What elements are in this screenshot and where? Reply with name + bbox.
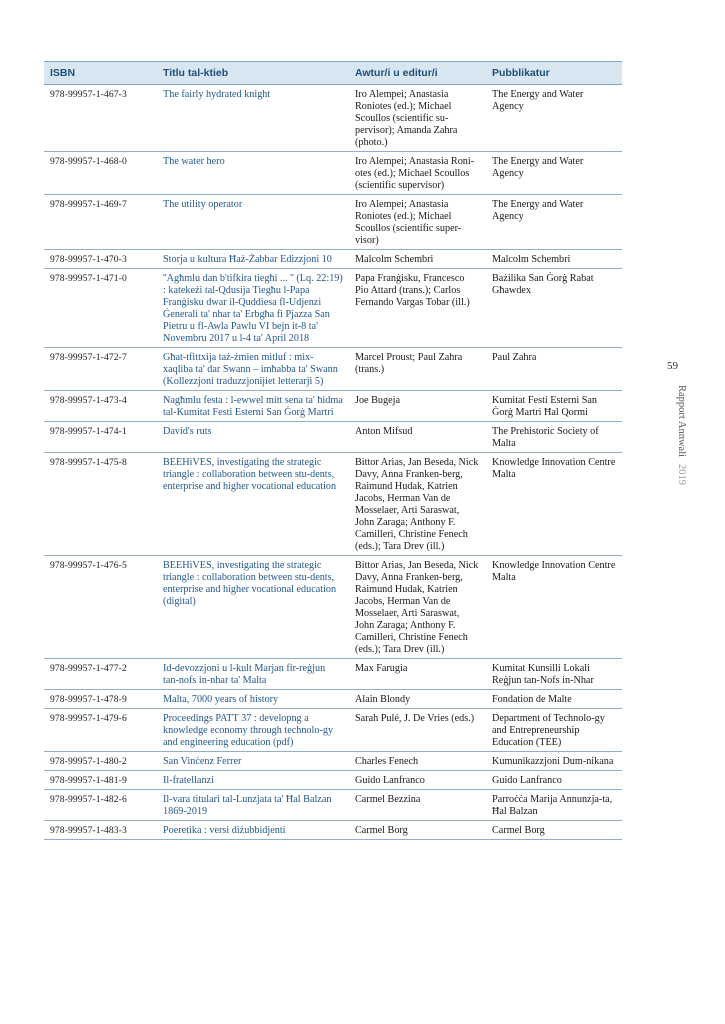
authors-cell: Malcolm Schembri (349, 250, 486, 269)
table-row (44, 790, 622, 821)
table-row (44, 391, 622, 422)
authors-cell: Max Farugia (349, 659, 486, 690)
isbn-cell: 978-99957-1-475-8 (44, 453, 157, 556)
authors-cell: Carmel Bezzina (349, 790, 486, 821)
report-title (676, 385, 687, 485)
publisher-cell: Carmel Borg (486, 821, 622, 840)
publisher-cell: Guido Lanfranco (486, 771, 622, 790)
table-body (44, 85, 622, 840)
table-row (44, 752, 622, 771)
title-cell: Il-vara titulari tal-Lunzjata ta' Ħal Balzan 1869-2019 (157, 790, 349, 821)
title-cell: BEEHiVES, investigating the strategic triangle : collaboration between stu-dents, enterprise and higher vocational education (157, 453, 349, 556)
publisher-cell: Knowledge Innovation Centre Malta (486, 453, 622, 556)
title-cell: Poeretika : versi diżubbidjenti (157, 821, 349, 840)
isbn-cell: 978-99957-1-476-5 (44, 556, 157, 659)
header-title: Titlu tal-ktieb (157, 62, 349, 85)
table-row (44, 269, 622, 348)
title-cell: Nagħmlu festa : l-ewwel mitt sena ta' ħidma tal-Kumitat Festi Esterni San Ġorġ Martri (157, 391, 349, 422)
authors-cell: Guido Lanfranco (349, 771, 486, 790)
authors-cell: Iro Alempei; Anastasia Roniotes (ed.); Michael Scoullos (scientific su-pervisor); Amanda Zahra (photo.) (349, 85, 486, 152)
header-authors: Awtur/i u editur/i (349, 62, 486, 85)
table-header (44, 62, 622, 85)
table-row (44, 195, 622, 250)
table-row (44, 85, 622, 152)
publisher-cell: Kumunikazzjoni Dum-nikana (486, 752, 622, 771)
table-row (44, 659, 622, 690)
publisher-cell: Bażilika San Ġorġ Rabat Għawdex (486, 269, 622, 348)
table-row (44, 556, 622, 659)
publisher-cell: Kumitat Festi Esterni San Ġorġ Martri Ħal Qormi (486, 391, 622, 422)
title-cell: Storja u kultura Ħaż-Żabbar Edizzjoni 10 (157, 250, 349, 269)
table-row (44, 709, 622, 752)
isbn-cell: 978-99957-1-473-4 (44, 391, 157, 422)
authors-cell: Alain Blondy (349, 690, 486, 709)
table-row (44, 771, 622, 790)
isbn-cell: 978-99957-1-470-3 (44, 250, 157, 269)
isbn-table (44, 61, 622, 840)
authors-cell: Joe Bugeja (349, 391, 486, 422)
isbn-cell: 978-99957-1-474-1 (44, 422, 157, 453)
table-row (44, 690, 622, 709)
isbn-cell: 978-99957-1-482-6 (44, 790, 157, 821)
authors-cell: Bittor Arias, Jan Beseda, Nick Davy, Anna Franken-berg, Raimund Hudak, Katrien Jacobs, Herman Van de Mosselaer, Arti Saraswat, John Zaraga; Anthony F. Camilleri, Christine Fenech (eds.); Tara Drev (ill.) (349, 453, 486, 556)
title-cell: The water hero (157, 152, 349, 195)
isbn-cell: 978-99957-1-467-3 (44, 85, 157, 152)
isbn-cell: 978-99957-1-481-9 (44, 771, 157, 790)
table-row (44, 422, 622, 453)
authors-cell: Charles Fenech (349, 752, 486, 771)
title-cell: David's ruts (157, 422, 349, 453)
authors-cell: Bittor Arias, Jan Beseda, Nick Davy, Anna Franken-berg, Raimund Hudak, Katrien Jacobs, Herman Van de Mosselaer, Arti Saraswat, John Zaraga; Anthony F. Camilleri, Christine Fenech (eds.); Tara Drev (ill.) (349, 556, 486, 659)
isbn-cell: 978-99957-1-483-3 (44, 821, 157, 840)
title-cell: Proceedings PATT 37 : developng a knowledge economy through technolo-gy and engineering education (pdf) (157, 709, 349, 752)
publisher-cell: The Energy and Water Agency (486, 152, 622, 195)
publisher-cell: Knowledge Innovation Centre Malta (486, 556, 622, 659)
isbn-cell: 978-99957-1-478-9 (44, 690, 157, 709)
table-row (44, 453, 622, 556)
title-cell: San Vinċenz Ferrer (157, 752, 349, 771)
isbn-cell: 978-99957-1-480-2 (44, 752, 157, 771)
publisher-cell: Fondation de Malte (486, 690, 622, 709)
table-row (44, 821, 622, 840)
isbn-cell: 978-99957-1-479-6 (44, 709, 157, 752)
title-cell: BEEHiVES, investigating the strategic triangle : collaboration between stu-dents, enterprise and higher vocational education (digital) (157, 556, 349, 659)
isbn-cell: 978-99957-1-472-7 (44, 348, 157, 391)
title-cell: The fairly hydrated knight (157, 85, 349, 152)
title-cell: Għat-tfittxija taż-żmien mitluf : mix-xaqliba ta' dar Swann – imħabba ta' Swann (Kollezzjoni traduzzjonijiet letterarji 5) (157, 348, 349, 391)
publisher-cell: The Prehistoric Society of Malta (486, 422, 622, 453)
isbn-cell: 978-99957-1-477-2 (44, 659, 157, 690)
table-row (44, 348, 622, 391)
title-cell: ''Agħmlu dan b'tifkira tiegħi ... '' (Lq. 22:19) : katekeżi tal-Qdusija Tiegħu l-Papa Franġisku dwar il-Quddiesa fl-Udjenzi Ġenerali ta' nhar ta' Erbgħa fi Pjazza San Pietru u fl-Awla Pawlu VI bejn it-8 ta' Novembru 2017 u l-4 ta' April 2018 (157, 269, 349, 348)
publisher-cell: The Energy and Water Agency (486, 195, 622, 250)
table-row (44, 152, 622, 195)
page-number: 59 (667, 360, 678, 372)
authors-cell: Iro Alempei; Anastasia Roni-otes (ed.); Michael Scoullos (scientific supervisor) (349, 152, 486, 195)
publisher-cell: Malcolm Schembri (486, 250, 622, 269)
report-year: 2019 (676, 463, 687, 485)
authors-cell: Marcel Proust; Paul Zahra (trans.) (349, 348, 486, 391)
publisher-cell: Parroċċa Marija Annunzja-ta, Ħal Balzan (486, 790, 622, 821)
authors-cell: Iro Alempei; Anastasia Roniotes (ed.); Michael Scoullos (scientific super-visor) (349, 195, 486, 250)
isbn-cell: 978-99957-1-469-7 (44, 195, 157, 250)
report-title-text: Rapport Annwali (676, 385, 687, 458)
isbn-cell: 978-99957-1-468-0 (44, 152, 157, 195)
publisher-cell: Department of Technolo-gy and Entrepreneurship Education (TEE) (486, 709, 622, 752)
authors-cell: Papa Franġisku, Francesco Pio Attard (trans.); Carlos Fernando Vargas Tobar (ill.) (349, 269, 486, 348)
publisher-cell: Paul Zahra (486, 348, 622, 391)
publisher-cell: The Energy and Water Agency (486, 85, 622, 152)
publisher-cell: Kumitat Kunsilli Lokali Reġjun tan-Nofs in-Nhar (486, 659, 622, 690)
title-cell: The utility operator (157, 195, 349, 250)
header-row (44, 62, 622, 85)
isbn-cell: 978-99957-1-471-0 (44, 269, 157, 348)
table-row (44, 250, 622, 269)
title-cell: Il-fratellanzi (157, 771, 349, 790)
authors-cell: Sarah Pulé, J. De Vries (eds.) (349, 709, 486, 752)
title-cell: Malta, 7000 years of history (157, 690, 349, 709)
header-isbn: ISBN (44, 62, 157, 85)
authors-cell: Anton Mifsud (349, 422, 486, 453)
authors-cell: Carmel Borg (349, 821, 486, 840)
isbn-table-container (44, 61, 622, 840)
title-cell: Id-devozzjoni u l-kult Marjan fir-reġjun tan-nofs in-nhar ta' Malta (157, 659, 349, 690)
header-publisher: Pubblikatur (486, 62, 622, 85)
